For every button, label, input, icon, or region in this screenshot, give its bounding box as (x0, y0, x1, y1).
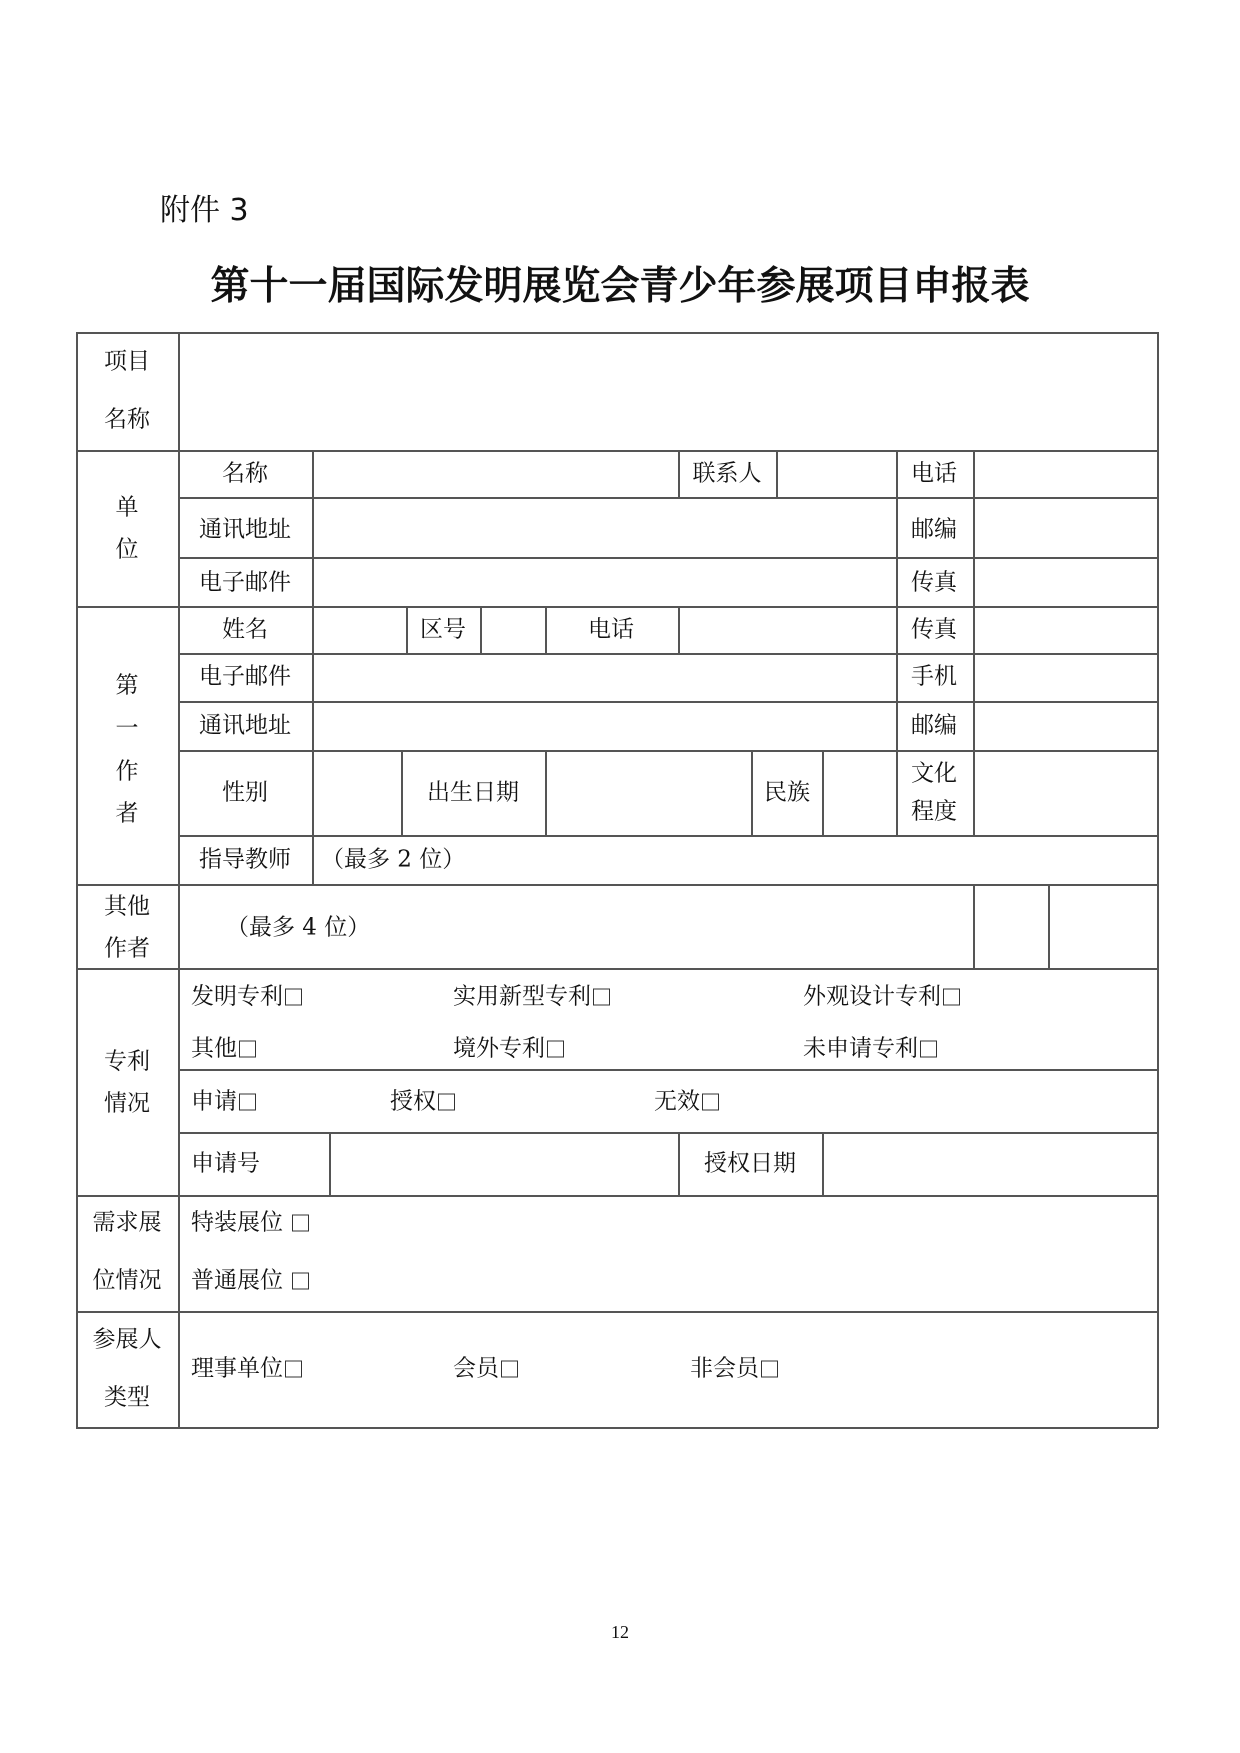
author-mobile-label: 手机 (911, 663, 957, 690)
booth-label-1: 需求展 (92, 1209, 162, 1236)
checkbox[interactable] (285, 1361, 302, 1378)
participant-option-member[interactable]: 会员 (453, 1358, 518, 1381)
booth-option-special[interactable]: 特装展位 (191, 1212, 309, 1235)
participant-option-council[interactable]: 理事单位 (191, 1358, 302, 1381)
first-author-label-3: 作 (115, 758, 139, 785)
application-form (76, 332, 1158, 1427)
unit-label-1: 单 (115, 494, 139, 521)
unit-label-2: 位 (115, 536, 139, 563)
patent-type-utility[interactable]: 实用新型专利 (453, 986, 610, 1009)
participant-label-1: 参展人 (92, 1326, 162, 1353)
checkbox[interactable] (292, 1273, 309, 1290)
patent-grant-date-label: 授权日期 (704, 1150, 796, 1177)
author-advisor-note: （最多 2 位） (321, 846, 466, 873)
author-birth-label: 出生日期 (427, 779, 519, 806)
unit-contact-label: 联系人 (692, 460, 762, 487)
checkbox[interactable] (593, 989, 610, 1006)
patent-type-other[interactable]: 其他 (191, 1038, 256, 1061)
patent-type-design[interactable]: 外观设计专利 (803, 986, 960, 1009)
other-authors-note: （最多 4 位） (226, 914, 371, 941)
author-education-label-2: 程度 (911, 798, 957, 825)
checkbox[interactable] (943, 989, 960, 1006)
participant-option-nonmember[interactable]: 非会员 (690, 1358, 778, 1381)
author-name-label: 姓名 (222, 616, 268, 643)
patent-type-invention[interactable]: 发明专利 (191, 986, 302, 1009)
patent-label-1: 专利 (104, 1048, 150, 1075)
other-authors-label-2: 作者 (104, 935, 150, 962)
project-name-label-1: 项目 (104, 348, 150, 375)
checkbox[interactable] (239, 1041, 256, 1058)
other-authors-label-1: 其他 (104, 893, 150, 920)
author-area-code-label: 区号 (420, 616, 466, 643)
participant-label-2: 类型 (104, 1384, 150, 1411)
unit-email-label: 电子邮件 (199, 569, 291, 596)
patent-status-invalid[interactable]: 无效 (654, 1091, 719, 1114)
author-address-label: 通讯地址 (199, 712, 291, 739)
page-number: 12 (611, 1622, 629, 1642)
patent-type-none[interactable]: 未申请专利 (803, 1038, 937, 1061)
first-author-label-1: 第 (115, 672, 139, 699)
checkbox[interactable] (920, 1041, 937, 1058)
patent-application-no-label: 申请号 (191, 1150, 260, 1177)
checkbox[interactable] (761, 1361, 778, 1378)
unit-postcode-label: 邮编 (911, 516, 957, 543)
author-email-label: 电子邮件 (199, 663, 291, 690)
checkbox[interactable] (292, 1215, 309, 1232)
author-ethnicity-label: 民族 (764, 779, 810, 806)
patent-label-2: 情况 (104, 1090, 150, 1117)
unit-name-label: 名称 (222, 460, 268, 487)
checkbox[interactable] (501, 1361, 518, 1378)
booth-label-2: 位情况 (92, 1267, 162, 1294)
author-postcode-label: 邮编 (911, 712, 957, 739)
author-advisor-label: 指导教师 (199, 846, 291, 873)
checkbox[interactable] (239, 1094, 256, 1111)
author-gender-label: 性别 (222, 779, 268, 806)
booth-option-standard[interactable]: 普通展位 (191, 1270, 309, 1293)
checkbox[interactable] (438, 1094, 455, 1111)
patent-type-foreign[interactable]: 境外专利 (453, 1038, 564, 1061)
patent-status-granted[interactable]: 授权 (390, 1091, 455, 1114)
author-fax-label: 传真 (911, 616, 957, 643)
unit-address-label: 通讯地址 (199, 516, 291, 543)
checkbox[interactable] (702, 1094, 719, 1111)
patent-status-applied[interactable]: 申请 (191, 1091, 256, 1114)
unit-fax-label: 传真 (911, 569, 957, 596)
checkbox[interactable] (547, 1041, 564, 1058)
checkbox[interactable] (285, 989, 302, 1006)
author-phone-label: 电话 (588, 616, 634, 643)
project-name-label-2: 名称 (104, 406, 150, 433)
attachment-label: 附件 3 (160, 193, 249, 228)
author-education-label-1: 文化 (911, 760, 957, 787)
unit-phone-label: 电话 (911, 460, 957, 487)
first-author-label-4: 者 (115, 800, 139, 827)
first-author-label-2: 一 (115, 715, 139, 742)
form-title: 第十一届国际发明展览会青少年参展项目申报表 (210, 264, 1030, 309)
